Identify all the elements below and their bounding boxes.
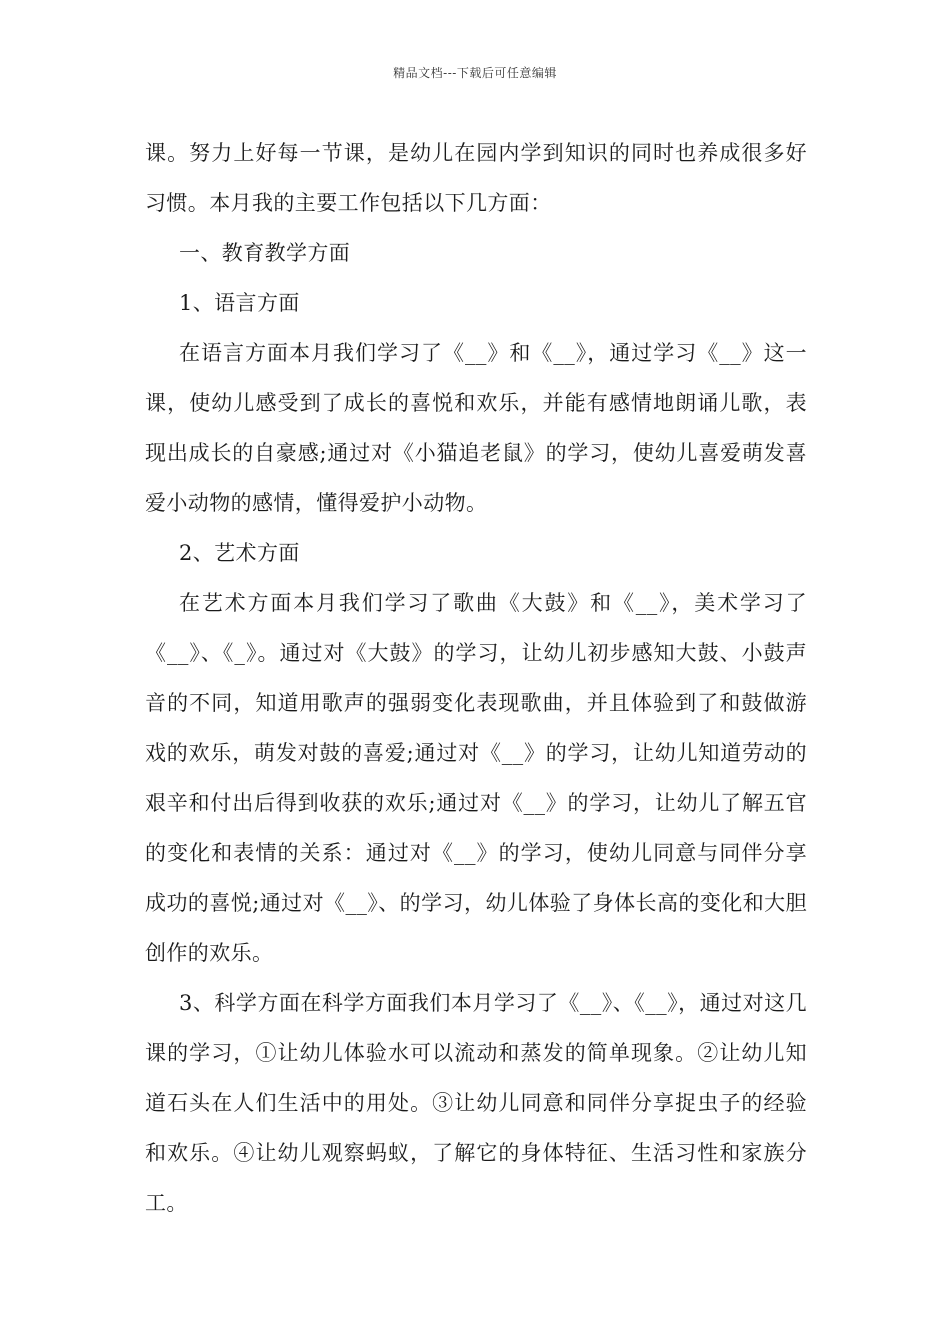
page-header: 精品文档---下载后可任意编辑	[393, 66, 557, 80]
subsection-heading-art: 2、艺术方面	[179, 541, 300, 565]
paragraph-art: 在艺术方面本月我们学习了歌曲《大鼓》和《__》，美术学习了《__》、《_》。通过对《大鼓》的学习，让幼儿初步感知大鼓、小鼓声音的不同，知道用歌声的强弱变化表现歌曲，并且体验到了和鼓做游戏的欢乐，萌发对鼓的喜爱;通过对《__》的学习，让幼儿知道劳动的艰辛和付出后得到收获的欢乐;通过对《__》的学习，让幼儿了解五官的变化和表情的关系：通过对《__》的学习，使幼儿同意与同伴分享成功的喜悦;通过对《__》、的学习，幼儿体验了身体长高的变化和大胆创作的欢乐。	[145, 591, 807, 965]
document-body	[145, 128, 807, 1228]
paragraph-language: 在语言方面本月我们学习了《__》和《__》，通过学习《__》这一课，使幼儿感受到了成长的喜悦和欢乐，并能有感情地朗诵儿歌，表现出成长的自豪感;通过对《小猫追老鼠》的学习，使幼儿喜爱萌发喜爱小动物的感情，懂得爱护小动物。	[145, 341, 807, 515]
paragraph-intro: 课。努力上好每一节课，是幼儿在园内学到知识的同时也养成很多好习惯。本月我的主要工作包括以下几方面：	[145, 141, 807, 215]
paragraph-science: 3、科学方面在科学方面我们本月学习了《__》、《__》，通过对这几课的学习，①让幼儿体验水可以流动和蒸发的简单现象。②让幼儿知道石头在人们生活中的用处。③让幼儿同意和同伴分享捉虫子的经验和欢乐。④让幼儿观察蚂蚁，了解它的身体特征、生活习性和家族分工。	[145, 991, 807, 1215]
subsection-heading-language: 1、语言方面	[179, 291, 300, 315]
section-heading-education: 一、教育教学方面	[179, 241, 351, 265]
